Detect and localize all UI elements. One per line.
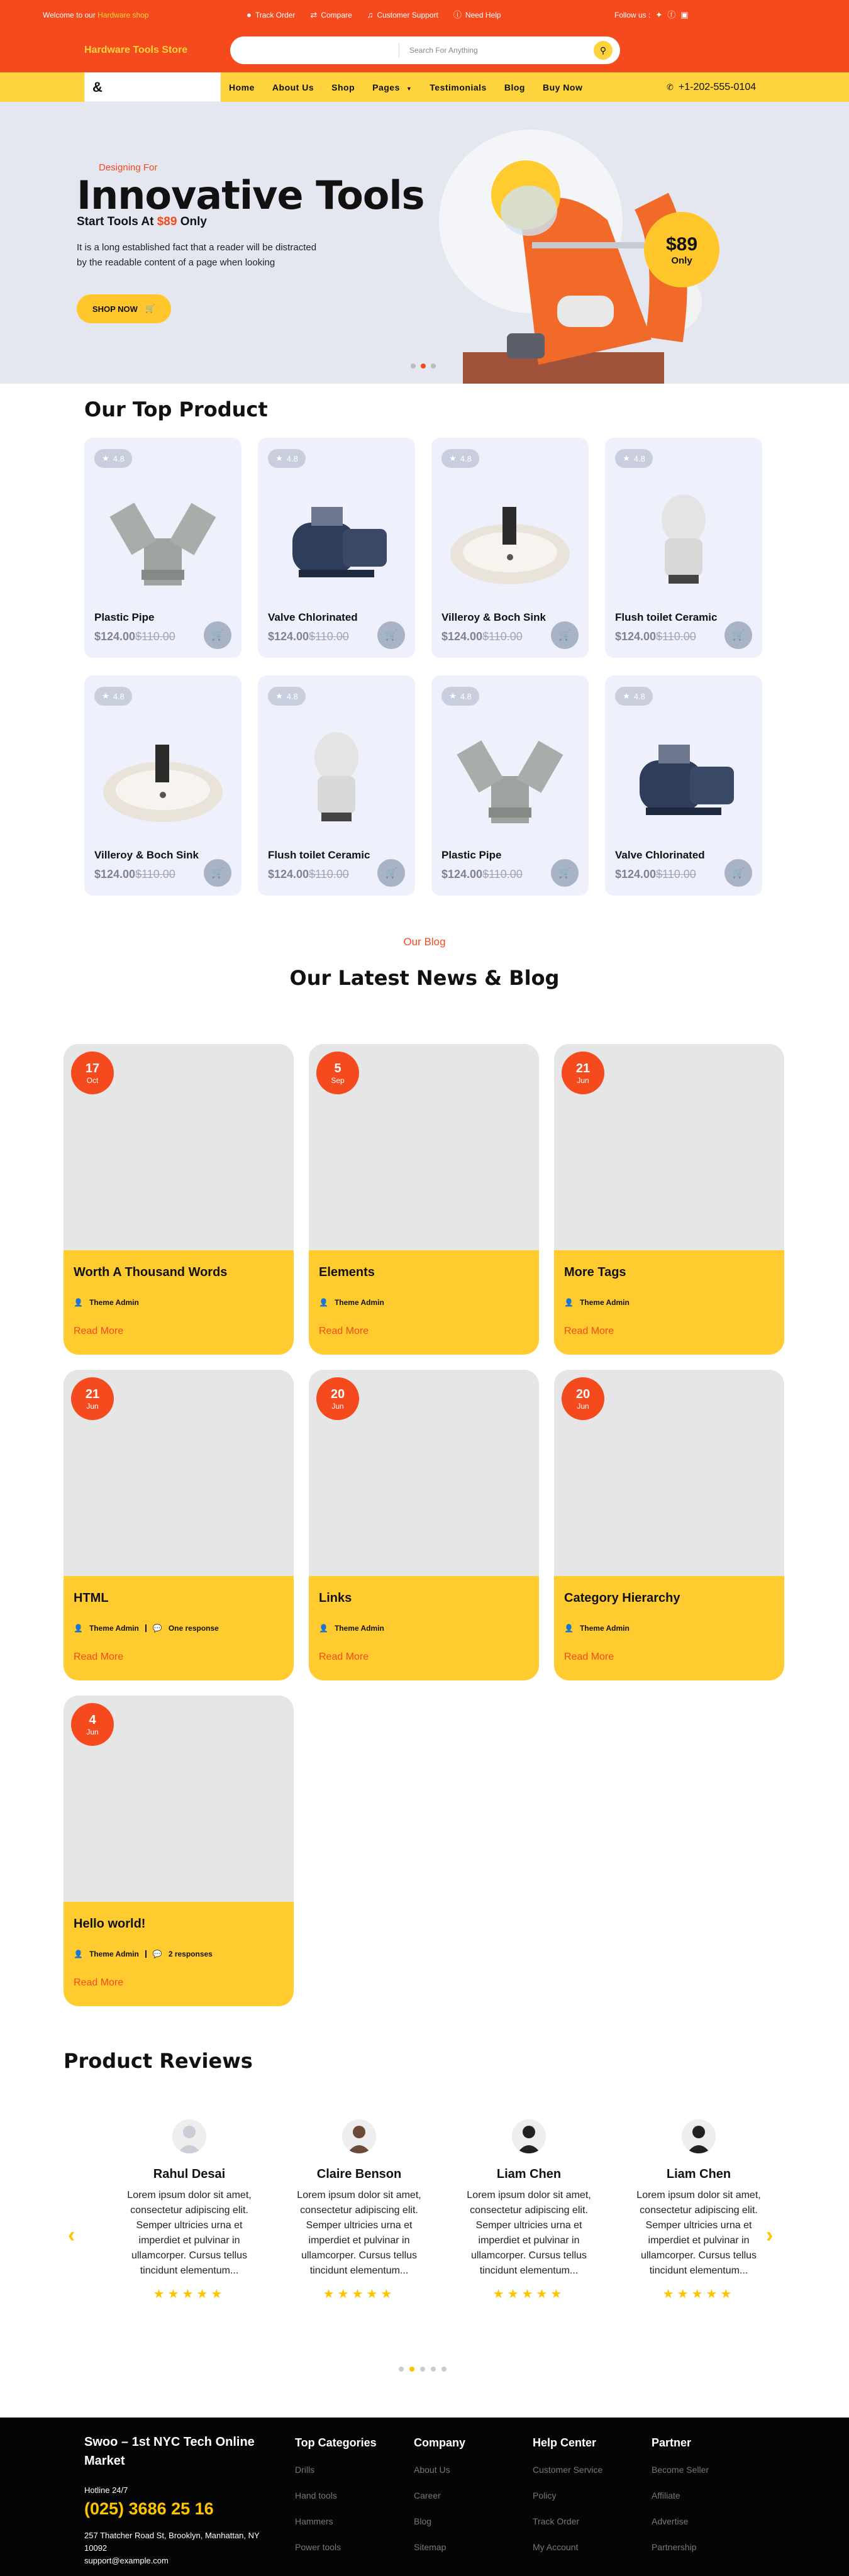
- product-old-price: $110.00: [309, 868, 349, 880]
- footer-link-customer-service[interactable]: Customer Service: [533, 2465, 603, 2475]
- follow-us: [614, 0, 689, 30]
- search-icon: ⚲: [599, 45, 607, 55]
- product-image[interactable]: [274, 494, 399, 589]
- footer-link-sitemap[interactable]: Sitemap: [414, 2542, 447, 2552]
- product-card-villeroy-boch-sink[interactable]: [84, 675, 241, 896]
- footer: [0, 2418, 849, 2576]
- product-old-price: $110.00: [135, 868, 175, 880]
- location-pin-icon: ●: [247, 10, 252, 19]
- cart-icon: 🛒: [558, 868, 571, 879]
- chevron-down-icon: ▼: [406, 85, 413, 92]
- compare-icon: ⇄: [310, 10, 318, 19]
- footer-link-career[interactable]: Career: [414, 2490, 441, 2501]
- post-title[interactable]: Category Hierarchy: [564, 1591, 680, 1605]
- avatar: [512, 2119, 546, 2153]
- product-price: $124.00: [441, 868, 483, 880]
- review-text: Lorem ipsum dolor sit amet, consectetur adipiscing elit. Semper ultricies urna et imperdiet et pulvinar in ullamcorper. Cursus tellus tincidunt elementum...: [467, 2190, 591, 2276]
- avatar: [342, 2119, 376, 2153]
- post-author: Theme Admin: [334, 1298, 384, 1307]
- review-text: Lorem ipsum dolor sit amet, consectetur adipiscing elit. Semper ultricies urna et imperdiet et pulvinar in ullamcorper. Cursus tellus tincidunt elementum...: [636, 2190, 761, 2276]
- product-price-block: [268, 630, 349, 643]
- facebook-icon[interactable]: ⓕ: [667, 10, 676, 19]
- product-price-block: [268, 868, 349, 881]
- rating-badge: [615, 449, 653, 468]
- product-price: $124.00: [268, 868, 309, 880]
- hero-banner: [0, 102, 849, 384]
- review-card-liam-chen: [614, 2119, 784, 2302]
- star-icon: ★: [449, 453, 457, 463]
- product-old-price: $110.00: [482, 868, 523, 880]
- star-rating: ★★★★★: [153, 2287, 226, 2301]
- hero-line-price: $89: [157, 215, 177, 228]
- rating-value: 4.8: [113, 691, 125, 701]
- add-to-cart-button[interactable]: [551, 859, 579, 887]
- product-price-block: [94, 868, 175, 881]
- cart-icon: 🛒: [732, 868, 745, 879]
- meta-divider: [145, 1950, 147, 1958]
- rating-badge: [268, 687, 306, 706]
- footer-link-power-tools[interactable]: Power tools: [295, 2542, 341, 2552]
- main-nav: [0, 72, 849, 102]
- star-icon: ★: [449, 691, 457, 701]
- comment-icon: 💬: [152, 1950, 162, 1958]
- phone-number: +1-202-555-0104: [678, 81, 757, 92]
- product-price: $124.00: [615, 630, 657, 643]
- nav-pages-label: Pages: [372, 82, 400, 92]
- read-more-link[interactable]: Read More: [74, 1977, 124, 1988]
- footer-link-hand-tools[interactable]: Hand tools: [295, 2490, 337, 2501]
- date-badge: [316, 1052, 359, 1094]
- product-card-valve-chlorinated[interactable]: [605, 675, 762, 896]
- date-day: 4: [89, 1713, 96, 1727]
- date-day: 20: [575, 1387, 591, 1401]
- slider-dot-active[interactable]: [421, 364, 426, 369]
- meta-divider: [145, 1624, 147, 1632]
- footer-brand: Swoo – 1st NYC Tech Online Market: [84, 2435, 255, 2468]
- nav-buy-now[interactable]: Buy Now: [542, 82, 583, 92]
- review-text: Lorem ipsum dolor sit amet, consectetur adipiscing elit. Semper ultricies urna et imperdiet et pulvinar in ullamcorper. Cursus tellus tincidunt elementum...: [297, 2190, 421, 2276]
- read-more-link[interactable]: Read More: [319, 1652, 369, 1662]
- star-rating: ★★★★★: [662, 2287, 735, 2301]
- read-more-link[interactable]: Read More: [319, 1326, 369, 1336]
- product-old-price: $110.00: [135, 630, 175, 643]
- shop-now-label: SHOP NOW: [92, 304, 138, 314]
- pagination-dot[interactable]: [399, 2367, 404, 2372]
- blog-card-hello-world[interactable]: [64, 1696, 294, 2006]
- product-image[interactable]: [447, 732, 573, 826]
- add-to-cart-button[interactable]: [551, 621, 579, 649]
- rating-value: 4.8: [460, 453, 472, 464]
- compare-link[interactable]: [310, 11, 352, 19]
- cart-icon: 🛒: [385, 630, 397, 641]
- date-month: Jun: [331, 1401, 344, 1411]
- footer-column-company: [414, 2436, 527, 2568]
- avatar: [682, 2119, 716, 2153]
- product-price-block: [615, 868, 696, 881]
- read-more-link[interactable]: Read More: [564, 1326, 614, 1336]
- review-card-claire-benson: [274, 2119, 444, 2302]
- date-month: Oct: [86, 1075, 99, 1085]
- nav-testimonials[interactable]: Testimonials: [430, 82, 487, 92]
- date-day: 5: [334, 1061, 341, 1075]
- product-grid: [84, 438, 762, 896]
- rating-value: 4.8: [286, 691, 298, 701]
- reviews-grid: [104, 2119, 784, 2302]
- product-old-price: $110.00: [656, 630, 696, 643]
- product-price-block: [441, 630, 523, 643]
- add-to-cart-button[interactable]: [204, 621, 231, 649]
- track-order-label: Track Order: [255, 10, 296, 19]
- star-rating: ★★★★★: [492, 2287, 565, 2301]
- footer-link-my-account[interactable]: My Account: [533, 2542, 579, 2552]
- footer-email[interactable]: support@example.com: [84, 2556, 169, 2565]
- rating-badge: [441, 687, 479, 706]
- rating-value: 4.8: [633, 691, 645, 701]
- footer-link-affiliate[interactable]: Affiliate: [652, 2490, 680, 2501]
- post-title[interactable]: Links: [319, 1591, 352, 1605]
- review-card-rahul-desai: [104, 2119, 274, 2302]
- blog-card-elements[interactable]: [309, 1044, 539, 1355]
- badge-label: Only: [671, 255, 692, 266]
- follow-label: Follow us :: [614, 10, 651, 19]
- footer-column-help-center: [533, 2436, 646, 2568]
- product-name[interactable]: Villeroy & Boch Sink: [441, 611, 546, 623]
- top-links: [247, 0, 501, 30]
- reviewer-name: Liam Chen: [496, 2167, 562, 2181]
- product-old-price: $110.00: [656, 868, 696, 880]
- products-section-title: Our Top Product: [84, 397, 268, 421]
- cart-icon: 🛒: [145, 304, 156, 313]
- post-author: Theme Admin: [89, 1950, 139, 1958]
- date-badge: [71, 1052, 114, 1094]
- add-to-cart-button[interactable]: [204, 859, 231, 887]
- product-price: $124.00: [94, 630, 136, 643]
- star-icon: ★: [623, 453, 630, 463]
- nav-home[interactable]: Home: [229, 82, 255, 92]
- footer-link-blog[interactable]: Blog: [414, 2516, 432, 2526]
- user-icon: 👤: [74, 1298, 83, 1307]
- search-input[interactable]: Search For Anything: [409, 46, 478, 55]
- product-name[interactable]: Plastic Pipe: [94, 611, 155, 623]
- footer-link-drills[interactable]: Drills: [295, 2465, 315, 2475]
- product-price-block: [441, 868, 523, 881]
- add-to-cart-button[interactable]: [724, 859, 752, 887]
- user-icon: 👤: [74, 1950, 83, 1958]
- product-name[interactable]: Villeroy & Boch Sink: [94, 849, 199, 861]
- post-author: Theme Admin: [89, 1298, 139, 1307]
- product-image[interactable]: [100, 494, 226, 589]
- user-icon: 👤: [319, 1298, 328, 1307]
- product-price: $124.00: [94, 868, 136, 880]
- nav-about-us[interactable]: About Us: [272, 82, 314, 92]
- post-author: Theme Admin: [334, 1624, 384, 1633]
- phone-contact[interactable]: [667, 72, 756, 102]
- blog-card-links[interactable]: [309, 1370, 539, 1680]
- post-comments: 2 responses: [168, 1950, 213, 1958]
- product-card-flush-toilet-ceramic[interactable]: [605, 438, 762, 658]
- slider-dot[interactable]: [431, 364, 436, 369]
- read-more-link[interactable]: Read More: [74, 1326, 124, 1336]
- pagination-dot[interactable]: [420, 2367, 425, 2372]
- blog-subtitle: Our Blog: [403, 936, 446, 948]
- add-to-cart-button[interactable]: [377, 859, 405, 887]
- brand-name[interactable]: Hardware Tools Store: [84, 45, 188, 55]
- hero-title: Innovative Tools: [77, 172, 425, 218]
- star-icon: ★: [623, 691, 630, 701]
- footer-column-partner: [652, 2436, 765, 2568]
- blog-card-more-tags[interactable]: [554, 1044, 784, 1355]
- user-icon: 👤: [74, 1624, 83, 1633]
- nav-blog[interactable]: Blog: [504, 82, 525, 92]
- post-meta: [564, 1298, 630, 1307]
- footer-column-top-categories: [295, 2436, 408, 2568]
- star-icon: ★: [275, 691, 283, 701]
- post-title[interactable]: Worth A Thousand Words: [74, 1265, 228, 1279]
- blog-card-category-hierarchy[interactable]: [554, 1370, 784, 1680]
- cart-icon: 🛒: [732, 630, 745, 641]
- footer-link-hammers[interactable]: Hammers: [295, 2516, 333, 2526]
- product-name[interactable]: Flush toilet Ceramic: [268, 849, 370, 861]
- post-author: Theme Admin: [579, 1624, 630, 1633]
- rating-badge: [94, 687, 132, 706]
- track-order-link[interactable]: [247, 11, 295, 19]
- date-month: Jun: [577, 1401, 589, 1411]
- footer-address: 257 Thatcher Road St, Brooklyn, Manhattan, NY 10092: [84, 2531, 260, 2553]
- hero-price-badge: [644, 212, 719, 287]
- post-author: Theme Admin: [579, 1298, 630, 1307]
- reviewer-name: Rahul Desai: [153, 2167, 226, 2181]
- add-to-cart-button[interactable]: [724, 621, 752, 649]
- product-card-plastic-pipe[interactable]: [431, 675, 589, 896]
- pagination-dot[interactable]: [441, 2367, 447, 2372]
- welcome-shop-link[interactable]: Hardware shop: [97, 10, 149, 19]
- footer-link-partnership[interactable]: Partnership: [652, 2542, 697, 2552]
- cart-icon: 🛒: [211, 630, 224, 641]
- footer-link-policy[interactable]: Policy: [533, 2490, 557, 2501]
- post-meta: [564, 1624, 630, 1633]
- footer-link-about-us[interactable]: About Us: [414, 2465, 450, 2475]
- product-price-block: [615, 630, 696, 643]
- rating-value: 4.8: [460, 691, 472, 701]
- customer-support-link[interactable]: [367, 11, 438, 19]
- post-meta: [319, 1624, 384, 1633]
- cart-icon: 🛒: [385, 868, 397, 879]
- nav-menu: [229, 72, 582, 102]
- twitter-icon[interactable]: ✦: [655, 10, 663, 19]
- hotline-label: Hotline 24/7: [84, 2485, 128, 2495]
- footer-link-become-seller[interactable]: Become Seller: [652, 2465, 709, 2475]
- post-title[interactable]: Elements: [319, 1265, 375, 1279]
- post-comments: One response: [168, 1624, 219, 1633]
- rating-badge: [615, 687, 653, 706]
- hero-price-line: [77, 215, 207, 229]
- compare-label: Compare: [321, 10, 352, 19]
- info-icon: ⓘ: [453, 10, 462, 19]
- star-rating: ★★★★★: [323, 2287, 396, 2301]
- date-day: 21: [575, 1061, 591, 1075]
- footer-address-block: [84, 2529, 273, 2567]
- product-card-valve-chlorinated[interactable]: [258, 438, 415, 658]
- pagination-dot-active[interactable]: [409, 2367, 414, 2372]
- date-month: Sep: [331, 1075, 345, 1085]
- product-name[interactable]: Valve Chlorinated: [615, 849, 705, 861]
- post-meta: [74, 1950, 213, 1958]
- need-help-link[interactable]: [453, 11, 501, 19]
- search-bar: [230, 36, 620, 64]
- reviewer-name: Claire Benson: [316, 2167, 402, 2181]
- hero-paragraph: It is a long established fact that a reader will be distracted by the readable content of a page when looking: [77, 242, 317, 268]
- post-title[interactable]: Hello world!: [74, 1917, 146, 1931]
- badge-price: $89: [665, 233, 698, 255]
- footer-column-title: Company: [414, 2436, 466, 2449]
- date-day: 17: [85, 1061, 100, 1075]
- footer-column-title: Top Categories: [295, 2436, 377, 2449]
- avatar: [172, 2119, 206, 2153]
- slider-dot[interactable]: [411, 364, 416, 369]
- rating-badge: [94, 449, 132, 468]
- product-old-price: $110.00: [482, 630, 523, 643]
- product-name[interactable]: Valve Chlorinated: [268, 611, 358, 623]
- date-day: 20: [330, 1387, 345, 1401]
- post-meta: [319, 1298, 384, 1307]
- cart-icon: 🛒: [211, 868, 224, 879]
- instagram-icon[interactable]: ▣: [680, 10, 689, 19]
- product-price: $124.00: [615, 868, 657, 880]
- product-card-flush-toilet-ceramic[interactable]: [258, 675, 415, 896]
- product-old-price: $110.00: [309, 630, 349, 643]
- date-month: Jun: [86, 1727, 99, 1736]
- footer-link-track-order[interactable]: Track Order: [533, 2516, 580, 2526]
- date-badge: [71, 1377, 114, 1420]
- rating-value: 4.8: [633, 453, 645, 464]
- blog-card-worth-a-thousand-words[interactable]: [64, 1044, 294, 1355]
- reviewer-name: Liam Chen: [666, 2167, 731, 2181]
- date-day: 21: [85, 1387, 100, 1401]
- rating-badge: [441, 449, 479, 468]
- search-button[interactable]: [594, 41, 613, 60]
- rating-value: 4.8: [113, 453, 125, 464]
- date-badge: [71, 1703, 114, 1746]
- user-icon: 👤: [564, 1624, 574, 1633]
- date-badge: [562, 1052, 604, 1094]
- blog-card-html[interactable]: [64, 1370, 294, 1680]
- header: [0, 30, 849, 72]
- add-to-cart-button[interactable]: [377, 621, 405, 649]
- hero-subtitle: Designing For: [99, 162, 158, 173]
- pagination-dot[interactable]: [431, 2367, 436, 2372]
- star-icon: ★: [102, 453, 109, 463]
- footer-link-advertise[interactable]: Advertise: [652, 2516, 689, 2526]
- product-image[interactable]: [621, 494, 746, 589]
- user-icon: 👤: [564, 1298, 574, 1307]
- rating-badge: [268, 449, 306, 468]
- product-card-plastic-pipe[interactable]: [84, 438, 241, 658]
- date-badge: [562, 1377, 604, 1420]
- reviews-prev-arrow[interactable]: ‹: [68, 2223, 75, 2247]
- product-name[interactable]: Plastic Pipe: [441, 849, 502, 861]
- customer-support-label: Customer Support: [377, 10, 438, 19]
- review-text: Lorem ipsum dolor sit amet, consectetur adipiscing elit. Semper ultricies urna et imperdiet et pulvinar in ullamcorper. Cursus tellus tincidunt elementum...: [127, 2190, 252, 2276]
- reviews-next-arrow[interactable]: ›: [766, 2223, 774, 2247]
- reviews-pagination: [399, 2367, 447, 2372]
- product-image[interactable]: [274, 732, 399, 826]
- read-more-link[interactable]: Read More: [74, 1652, 124, 1662]
- post-author: Theme Admin: [89, 1624, 139, 1633]
- post-title[interactable]: More Tags: [564, 1265, 626, 1279]
- hotline-number[interactable]: (025) 3686 25 16: [84, 2499, 214, 2518]
- date-month: Jun: [86, 1401, 99, 1411]
- site-logo[interactable]: &: [84, 72, 221, 102]
- need-help-label: Need Help: [465, 10, 501, 19]
- blog-title: Our Latest News & Blog: [289, 966, 560, 990]
- comment-icon: 💬: [152, 1624, 162, 1633]
- nav-shop[interactable]: Shop: [331, 82, 355, 92]
- welcome-prefix: Welcome to our: [43, 10, 96, 19]
- date-badge: [316, 1377, 359, 1420]
- nav-pages[interactable]: [372, 82, 412, 92]
- topbar: [0, 0, 849, 30]
- product-price-block: [94, 630, 175, 643]
- read-more-link[interactable]: Read More: [564, 1652, 614, 1662]
- post-meta: [74, 1298, 139, 1307]
- blog-grid: [64, 1044, 784, 2006]
- footer-column-title: Help Center: [533, 2436, 597, 2449]
- star-icon: ★: [102, 691, 109, 701]
- cart-icon: 🛒: [558, 630, 571, 641]
- headphones-icon: ♫: [367, 10, 374, 19]
- product-price: $124.00: [441, 630, 483, 643]
- product-price: $124.00: [268, 630, 309, 643]
- user-icon: 👤: [319, 1624, 328, 1633]
- hero-line-prefix: Start Tools At: [77, 215, 154, 228]
- star-icon: ★: [275, 453, 283, 463]
- phone-icon: ✆: [667, 82, 674, 92]
- reviews-title: Product Reviews: [64, 2049, 253, 2073]
- hero-line-suffix: Only: [180, 215, 207, 228]
- post-title[interactable]: HTML: [74, 1591, 109, 1605]
- post-meta: [74, 1624, 219, 1633]
- product-image[interactable]: [621, 732, 746, 826]
- review-card-liam-chen: [444, 2119, 614, 2302]
- product-card-villeroy-boch-sink[interactable]: [431, 438, 589, 658]
- shop-now-button[interactable]: [77, 294, 171, 323]
- footer-column-title: Partner: [652, 2436, 692, 2449]
- welcome-text: [43, 11, 250, 19]
- product-image[interactable]: [100, 732, 226, 826]
- date-month: Jun: [577, 1075, 589, 1085]
- hero-slider-dots: [411, 364, 436, 369]
- product-name[interactable]: Flush toilet Ceramic: [615, 611, 718, 623]
- rating-value: 4.8: [286, 453, 298, 464]
- product-image[interactable]: [447, 494, 573, 589]
